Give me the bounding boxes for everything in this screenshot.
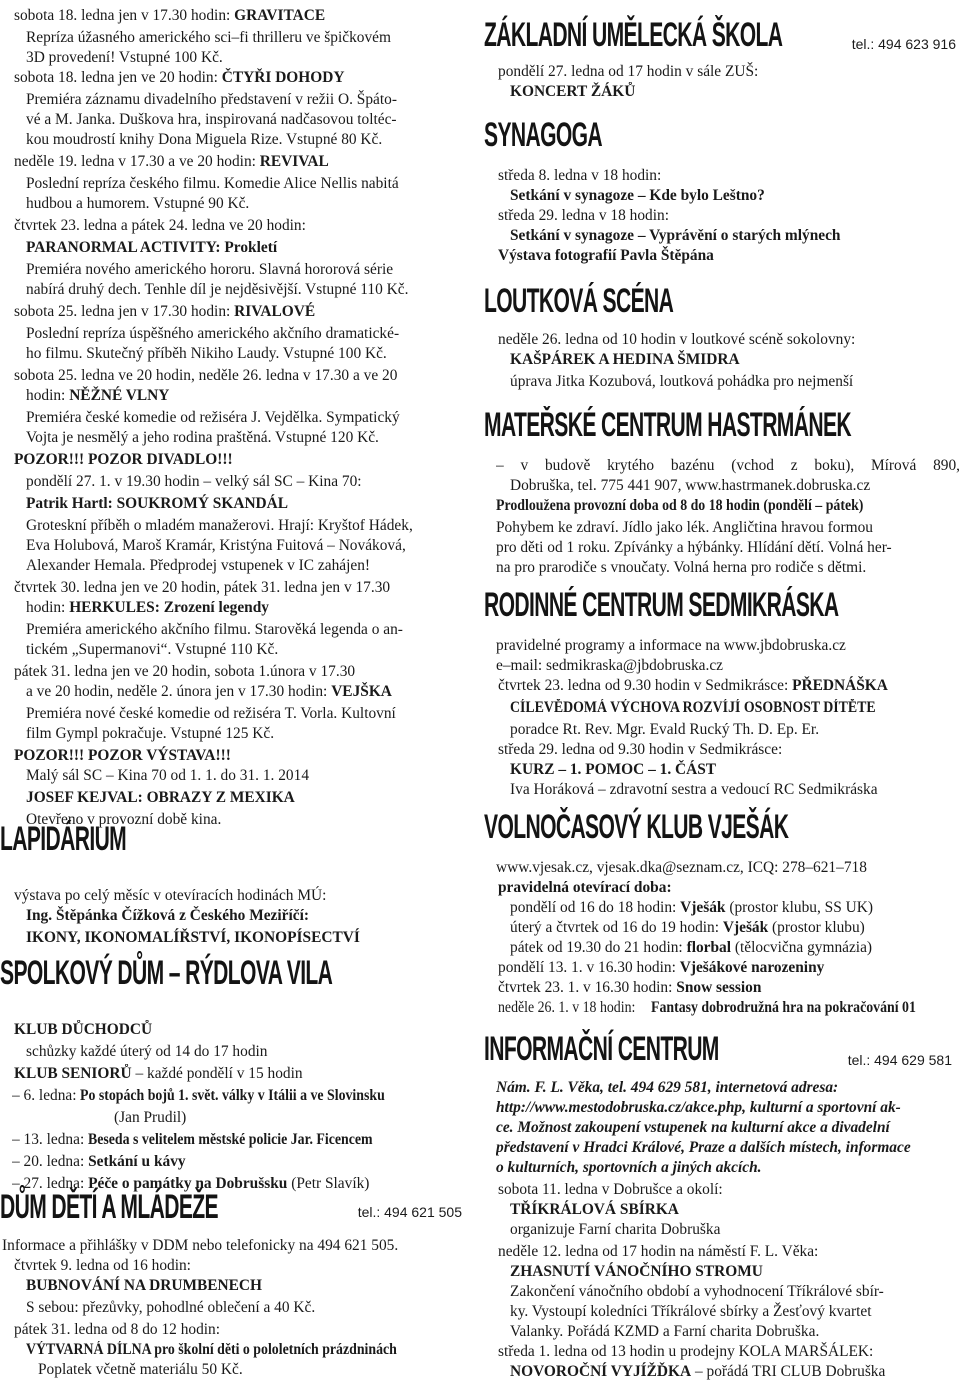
text-span: pátek 31. ledna od 8 do 12 hodin: [14, 1321, 221, 1338]
text-line [510, 1322, 960, 1342]
text-line [510, 720, 960, 740]
text-span: Po stopách bojů 1. svět. války v Itálii a ve Slovinsku [80, 1087, 386, 1104]
bullet-item [498, 998, 960, 1018]
text-line [12, 1086, 476, 1106]
text-span: pátek 31. ledna jen ve 20 hodin, sobota 1.února v 17.30 [14, 663, 356, 680]
bullet-item [498, 1342, 960, 1362]
text-span: Vješák [680, 899, 726, 916]
text-span: POZOR!!! POZOR VÝSTAVA!!! [14, 747, 231, 764]
text-span: Vojta je nesmělý a jeho rodina praštěná. Vstupné 120 Kč. [26, 429, 379, 446]
text-span: REVIVAL [259, 153, 329, 170]
text-line [26, 1340, 476, 1360]
text-span: KLUB DŮCHODCŮ [14, 1021, 153, 1038]
text-line [510, 698, 960, 718]
text-span: pondělí od 16 do 18 hodin: [510, 899, 681, 916]
text-span: Repríza úžasného amerického sci–fi thrilleru ve špičkovém [26, 29, 391, 46]
bullet-item [498, 740, 960, 760]
bullet-item [14, 1064, 476, 1084]
text-line [26, 620, 476, 640]
text-line [510, 1220, 960, 1240]
loutkova-scena-heading: LOUTKOVÁ SCÉNA [484, 282, 674, 320]
text-span: představení v Hradci Králové, Praze a dalších místech, informace [496, 1139, 911, 1156]
text-span: Prodloužena provozní doba od 8 do 18 hodin (pondělí – pátek) [496, 497, 864, 514]
text-span: schůzky každé úterý od 14 do 17 hodin [26, 1043, 268, 1060]
text-line [510, 1362, 960, 1382]
text-span: NOVOROČNÍ VYJÍŽĎKA [510, 1363, 692, 1380]
text-span: Premiéra nového amerického hororu. Slavná hororová série [26, 261, 394, 278]
text-span: florbal [686, 939, 732, 956]
text-line [26, 640, 476, 660]
text-span: (Jan Prudil) [114, 1109, 187, 1126]
bullet-item [498, 978, 960, 998]
text-line [26, 28, 476, 48]
text-line [26, 324, 476, 344]
bullet-item [14, 1020, 476, 1040]
vjesak-heading: VOLNOČASOVÝ KLUB VJEŠÁK [484, 808, 789, 846]
text-line [26, 598, 476, 618]
text-line [510, 372, 960, 392]
text-span: Eva Holubová, Maroš Kramár, Kristýna Fuitová – Nováková, [26, 537, 406, 554]
text-line [26, 766, 476, 786]
text-line [26, 344, 476, 364]
text-span: středa 29. ledna v 18 hodin: [498, 207, 669, 224]
text-span: Groteskní příběh o mladém manažerovi. Hrají: Kryštof Hádek, [26, 517, 413, 534]
text-span: vé a M. Janka. Duškova hra, inspirovaná nadčasovou toltéc- [26, 111, 397, 128]
text-line [26, 1042, 476, 1062]
text-span: pondělí 27. 1. v 19.30 hodin – velký sál SC – Kina 70: [26, 473, 362, 490]
bullet-item [14, 366, 476, 386]
bullet-item [498, 246, 960, 266]
bullet-item [14, 1256, 476, 1276]
text-span: POZOR!!! POZOR DIVADLO!!! [14, 451, 233, 468]
bullet-item [498, 166, 960, 186]
text-line [114, 1108, 476, 1128]
text-line [496, 858, 960, 878]
text-span: S sebou: přezůvky, pohodlné oblečení a 40 Kč. [26, 1299, 316, 1316]
ic-phone: tel.: 494 629 581 [847, 1052, 952, 1068]
text-span: Péče o památky na Dobrušsku [88, 1175, 288, 1192]
text-span: sobota 18. ledna jen v 17.30 hodin: [14, 7, 235, 24]
text-span: úprava Jitka Kozubová, loutková pohádka pro nejmenší [510, 373, 854, 390]
text-line [26, 386, 476, 406]
text-span: Poslední repríza úspěšného amerického akčního dramatické- [26, 325, 400, 342]
text-line [26, 174, 476, 194]
text-span: (prostor klubu) [768, 919, 865, 936]
text-line [38, 1360, 476, 1380]
text-span: hodin: [26, 599, 70, 616]
text-line [26, 556, 476, 576]
text-span: neděle 12. ledna od 17 hodin na náměstí F. L. Věka: [498, 1243, 819, 1260]
text-span: KAŠPÁREK A HEDINA ŠMIDRA [510, 351, 740, 368]
bullet-item [14, 302, 476, 322]
text-span: – 13. ledna: [12, 1131, 89, 1148]
text-span: hudbou a humorem. Vstupné 90 Kč. [26, 195, 250, 212]
text-line [26, 536, 476, 556]
text-span: ky. Vystoupí koledníci Tříkrálové sbírky a Žesťový kvartet [510, 1303, 872, 1320]
text-span: pátek od 19.30 do 21 hodin: [510, 939, 687, 956]
text-span: Premiéra české komedie od režiséra J. Vejdělka. Sympatický [26, 409, 400, 426]
text-line [510, 938, 960, 958]
text-span: úterý a čtvrtek od 16 do 19 hodin: [510, 919, 723, 936]
text-line [510, 898, 960, 918]
text-line [496, 1158, 960, 1178]
text-span: organizuje Farní charita Dobruška [510, 1221, 721, 1238]
text-line [26, 928, 476, 948]
bullet-item [14, 578, 476, 598]
text-span: – každé pondělí v 15 hodin [131, 1065, 303, 1082]
text-span: TŘÍKRÁLOVÁ SBÍRKA [510, 1201, 679, 1218]
text-span: BUBNOVÁNÍ NA DRUMBENECH [26, 1277, 263, 1294]
text-span: Snow session [676, 979, 762, 996]
text-line [496, 1078, 960, 1098]
text-span: pravidelná otevírací doba: [498, 879, 672, 896]
text-span: – 27. ledna: [12, 1175, 89, 1192]
text-span: Beseda s velitelem městské policie Jar. Ficencem [88, 1131, 373, 1148]
text-line [26, 260, 476, 280]
text-span: poradce Rt. Rev. Mgr. Evald Rucký Th. D. Ep. Er. [510, 721, 820, 738]
bullet-item [14, 216, 476, 236]
text-span: Malý sál SC – Kina 70 od 1. 1. do 31. 1. 2014 [26, 767, 310, 784]
text-line [26, 1298, 476, 1318]
lapidarium-heading: LAPIDÁRIUM [0, 820, 127, 858]
text-line [510, 918, 960, 938]
text-span: KONCERT ŽÁKŮ [510, 83, 636, 100]
text-span: – pořádá TRI CLUB Dobruška [691, 1363, 886, 1380]
text-span: středa 1. ledna od 13 hodin u prodejny KOLA MARŠÁLEK: [498, 1343, 874, 1360]
rodinne-centrum-heading: RODINNÉ CENTRUM SEDMIKRÁSKA [484, 586, 839, 624]
text-line [510, 186, 960, 206]
text-span: výstava po celý měsíc v otevíracích hodinách MÚ: [14, 887, 327, 904]
text-span: ho filmu. Skutečný příběh Nikiho Laudy. Vstupné 100 Kč. [26, 345, 387, 362]
text-span: Ing. Štěpánka Čížková z Českého Meziříčí: [26, 907, 309, 924]
text-span: 3D provedení! Vstupné 100 Kč. [26, 49, 223, 66]
text-span: VÝTVARNÁ DÍLNA pro školní děti o pololetních prázdninách [26, 1341, 397, 1358]
text-span: GRAVITACE [234, 7, 326, 24]
text-span: neděle 26. 1. v 18 hodin: [498, 999, 636, 1016]
text-span: Premiéra nové české komedie od režiséra T. Vorla. Kultovní [26, 705, 396, 722]
text-span: – 20. ledna: [12, 1153, 89, 1170]
text-span: PARANORMAL ACTIVITY: Prokletí [26, 239, 278, 256]
text-line [26, 788, 476, 808]
text-line [496, 518, 960, 538]
zus-phone: tel.: 494 623 916 [851, 36, 956, 52]
text-span: nabírá druhý dech. Tenhle díl je nejděsivější. Vstupné 110 Kč. [26, 281, 409, 298]
text-span: pravidelné programy a informace na www.jbdobruska.cz [496, 637, 846, 654]
text-span: www.vjesak.cz, vjesak.dka@seznam.cz, ICQ: 278–621–718 [496, 859, 867, 876]
text-line [510, 1262, 960, 1282]
text-line [26, 48, 476, 68]
text-line [26, 110, 476, 130]
text-line [510, 226, 960, 246]
text-line [26, 724, 476, 744]
text-span: Informace a přihlášky v DDM nebo telefonicky na 494 621 505. [2, 1237, 399, 1254]
text-line [510, 82, 960, 102]
text-line [12, 1130, 476, 1150]
text-span: JOSEF KEJVAL: OBRAZY Z MEXIKA [26, 789, 295, 806]
bullet-item [498, 958, 960, 978]
text-line [510, 760, 960, 780]
text-line [26, 130, 476, 150]
text-span: Premiéra amerického akčního filmu. Starověká legenda o an- [26, 621, 403, 638]
text-span: čtvrtek 9. ledna od 16 hodin: [14, 1257, 191, 1274]
text-span: e–mail: sedmikraska@jbdobruska.cz [496, 657, 724, 674]
text-line [510, 1282, 960, 1302]
text-span: Pohybem ke zdraví. Jídlo jako lék. Angličtina hravou formou [496, 519, 873, 536]
bullet-item [498, 878, 960, 898]
bullet-item [14, 6, 476, 26]
synagoga-heading: SYNAGOGA [484, 116, 603, 154]
bullet-item [14, 450, 476, 470]
text-span: Poplatek včetně materiálu 50 Kč. [38, 1361, 243, 1378]
text-line [26, 704, 476, 724]
text-line [26, 494, 476, 514]
text-span: Setkání v synagoze – Kde bylo Leštno? [510, 187, 765, 204]
bullet-item [14, 746, 476, 766]
text-line [510, 350, 960, 370]
text-line [26, 428, 476, 448]
bullet-item [14, 68, 476, 88]
text-span: (Petr Slavík) [287, 1175, 370, 1192]
text-span: Iva Horáková – zdravotní sestra a vedoucí RC Sedmikráska [510, 781, 878, 798]
text-span: neděle 26. ledna od 10 hodin v loutkové scéně sokolovny: [498, 331, 856, 348]
text-span: Výstava fotografií Pavla Štěpána [498, 247, 714, 264]
text-span: – 6. ledna: [12, 1087, 81, 1104]
text-span: – v budově krytého bazénu (vchod z boku), Mírová 890, [496, 457, 960, 474]
text-span: čtvrtek 23. ledna od 9.30 hodin v Sedmikrásce: [498, 677, 793, 694]
text-span: sobota 18. ledna jen ve 20 hodin: [14, 69, 222, 86]
materske-centrum-heading: MATEŘSKÉ CENTRUM HASTRMÁNEK [484, 406, 851, 444]
text-span: Setkání u kávy [88, 1153, 186, 1170]
text-line [510, 1302, 960, 1322]
text-span: Nám. F. L. Věka, tel. 494 629 581, internetová adresa: [496, 1079, 839, 1096]
text-span: Otevřeno v provozní době kina. [26, 811, 222, 828]
text-line [496, 1118, 960, 1138]
text-line [26, 906, 476, 926]
text-line [26, 516, 476, 536]
text-span: sobota 25. ledna jen v 17.30 hodin: [14, 303, 235, 320]
text-span: sobota 11. ledna v Dobrušce a okolí: [498, 1181, 723, 1198]
text-span: sobota 25. ledna ve 20 hodin, neděle 26. ledna v 17.30 a ve 20 [14, 367, 398, 384]
text-span: čtvrtek 23. 1. v 16.30 hodin: [498, 979, 677, 996]
text-span: Dobruška, tel. 775 441 907, www.hastrmanek.dobruska.cz [510, 477, 871, 494]
text-span: IKONY, IKONOMALÍŘSTVÍ, IKONOPÍSECTVÍ [26, 929, 360, 946]
text-span: neděle 19. ledna v 17.30 a ve 20 hodin: [14, 153, 260, 170]
text-line [510, 1200, 960, 1220]
text-line [496, 456, 960, 476]
text-line [496, 538, 960, 558]
text-line [510, 780, 960, 800]
text-span: středa 8. ledna v 18 hodin: [498, 167, 662, 184]
text-line [26, 90, 476, 110]
bullet-item [498, 1180, 960, 1200]
spolkovy-dum-heading: SPOLKOVÝ DŮM – RÝDLOVA VILA [0, 954, 333, 992]
text-line [496, 1138, 960, 1158]
bullet-item [14, 662, 476, 682]
text-line [26, 682, 476, 702]
text-line [26, 472, 476, 492]
text-span: CÍLEVĚDOMÁ VÝCHOVA ROZVÍJÍ OSOBNOST DÍTĚTE [510, 699, 876, 716]
text-span: na pro prarodiče s vnoučaty. Volná herna pro rodiče s dětmi. [496, 559, 867, 576]
text-line [496, 656, 960, 676]
text-span: hodin: [26, 387, 70, 404]
text-span: ZHASNUTÍ VÁNOČNÍHO STROMU [510, 1263, 763, 1280]
text-span: film Gympl pokračuje. Vstupné 125 Kč. [26, 725, 275, 742]
text-span: Fantasy dobrodružná hra na pokračování 01 [650, 999, 916, 1016]
text-span: pro děti od 1 roku. Zpívánky a hýbánky. Hlídání dětí. Volná her- [496, 539, 892, 556]
text-span: a ve 20 hodin, neděle 2. února jen v 17.30 hodin: [26, 683, 332, 700]
text-line [510, 476, 960, 496]
text-span: Premiéra záznamu divadelního představení v režii O. Špáto- [26, 91, 397, 108]
text-span: kou moudrostí knihy Dona Miguela Rize. Vstupné 80 Kč. [26, 131, 383, 148]
text-line [12, 1152, 476, 1172]
text-span: Poslední repríza českého filmu. Komedie Alice Nellis nabitá [26, 175, 399, 192]
text-line [26, 238, 476, 258]
text-span: KLUB SENIORŮ [14, 1065, 132, 1082]
text-span: ce. Možnost zakoupení vstupenek na kulturní akce a divadelní [496, 1119, 890, 1136]
text-span: Alexander Hemala. Předprodej vstupenek v IC zahájen! [26, 557, 371, 574]
text-span: KURZ – 1. POMOC – 1. ČÁST [510, 761, 717, 778]
bullet-item [498, 676, 960, 696]
text-span: (prostor klubu, SS UK) [725, 899, 873, 916]
text-span: HERKULES: Zrození legendy [69, 599, 269, 616]
zus-heading: ZÁKLADNÍ UMĚLECKÁ ŠKOLA [484, 16, 783, 54]
text-span: Valanky. Pořádá KZMD a Farní charita Dobruška. [510, 1323, 820, 1340]
text-span: Zakončení vánočního období a vyhodnocení Tříkrálové sbír- [510, 1283, 884, 1300]
text-line [496, 558, 960, 578]
text-span: ČTYŘI DOHODY [221, 69, 345, 86]
text-line [26, 280, 476, 300]
bullet-item [498, 330, 960, 350]
text-line [496, 1098, 960, 1118]
text-span: http://www.mestodobruska.cz/akce.php, kulturní a sportovní ak- [496, 1099, 901, 1116]
text-span: pondělí 27. ledna od 17 hodin v sále ZUŠ: [498, 63, 759, 80]
text-span: (tělocvična gymnázia) [731, 939, 873, 956]
text-span: o kulturních, sportovních a jiných akcích. [496, 1159, 762, 1176]
text-line [26, 1276, 476, 1296]
ddm-heading: DŮM DĚTÍ A MLÁDEŽE [0, 1188, 218, 1226]
text-span: čtvrtek 23. ledna a pátek 24. ledna ve 20 hodin: [14, 217, 306, 234]
text-span: pondělí 13. 1. v 16.30 hodin: [498, 959, 680, 976]
bullet-item [14, 152, 476, 172]
text-span: Vješák [722, 919, 769, 936]
text-line [496, 496, 960, 516]
text-span: Setkání v synagoze – Vyprávění o starých mlýnech [510, 227, 841, 244]
text-span: Patrik Hartl: SOUKROMÝ SKANDÁL [26, 495, 289, 512]
text-span: středa 29. ledna od 9.30 hodin v Sedmikrásce: [498, 741, 783, 758]
text-span: čtvrtek 30. ledna jen ve 20 hodin, pátek 31. ledna jen v 17.30 [14, 579, 391, 596]
text-span: RIVALOVÉ [234, 303, 316, 320]
bullet-item [498, 206, 960, 226]
bullet-item [14, 886, 476, 906]
bullet-item [14, 1320, 476, 1340]
informacni-centrum-heading: INFORMAČNÍ CENTRUM [484, 1030, 719, 1068]
text-span: PŘEDNÁŠKA [792, 677, 888, 694]
text-span: Vješákové narozeniny [679, 959, 825, 976]
text-line [496, 636, 960, 656]
text-span: NĚŽNÉ VLNY [69, 387, 170, 404]
text-span: VEJŠKA [331, 683, 392, 700]
text-line [2, 1236, 476, 1256]
text-line [26, 408, 476, 428]
text-span: tickém „Supermanovi“. Vstupné 110 Kč. [26, 641, 279, 658]
bullet-item [498, 1242, 960, 1262]
bullet-item [498, 62, 960, 82]
ddm-phone: tel.: 494 621 505 [357, 1204, 462, 1220]
text-line [26, 194, 476, 214]
